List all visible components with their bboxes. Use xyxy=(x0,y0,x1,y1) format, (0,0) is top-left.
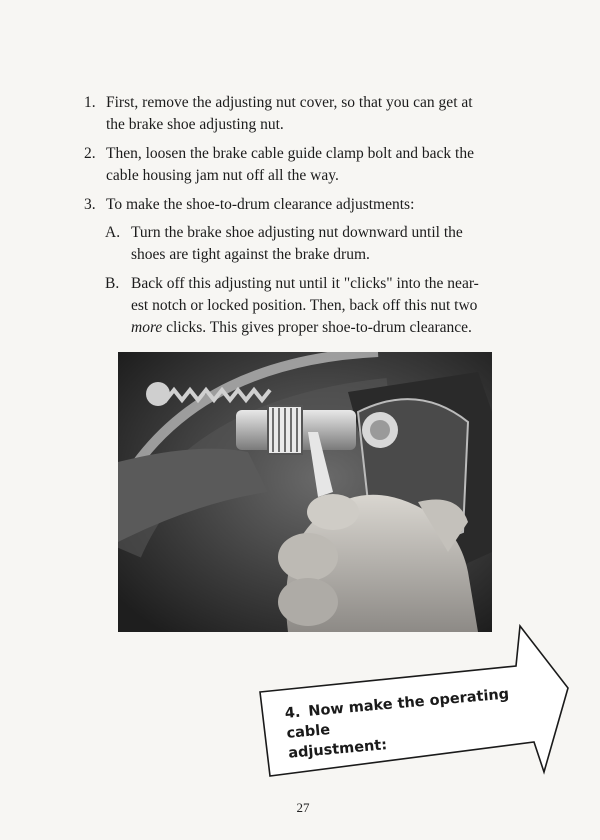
substep-line: Turn the brake shoe adjusting nut downward until the xyxy=(131,224,463,241)
step-line: Then, loosen the brake cable guide clamp bolt and back the xyxy=(106,145,474,162)
step-text xyxy=(106,194,414,216)
callout-arrow xyxy=(258,622,570,782)
substep-line: Back off this adjusting nut until it "clicks" into the near- xyxy=(131,275,479,292)
step-line: To make the shoe-to-drum clearance adjustments: xyxy=(106,196,415,213)
emphasis-more: more xyxy=(131,319,163,336)
step-number: 1. xyxy=(84,94,96,111)
substep-letter: A. xyxy=(105,224,121,241)
substep-line xyxy=(131,317,479,339)
substep-text xyxy=(131,222,463,266)
substep-line: est notch or locked position. Then, back off this nut two xyxy=(131,297,478,314)
substep-text xyxy=(131,273,479,339)
photo-illustration xyxy=(118,352,492,632)
step-text xyxy=(106,92,473,136)
substep-a xyxy=(105,222,535,268)
callout-line-1-text: Now make the operating cable xyxy=(285,686,510,742)
step-line: cable housing jam nut off all the way. xyxy=(106,167,339,184)
step-number: 2. xyxy=(84,145,96,162)
step-number: 3. xyxy=(84,196,96,213)
brake-adjustment-photo xyxy=(118,352,492,632)
step-line: First, remove the adjusting nut cover, so that you can get at xyxy=(106,94,473,111)
substep-b xyxy=(105,273,535,343)
page-number: 27 xyxy=(296,800,310,815)
step-text xyxy=(106,143,474,187)
step-1 xyxy=(84,92,534,138)
callout-line-2: adjustment: xyxy=(287,737,388,762)
step-3 xyxy=(84,194,534,218)
substep-letter: B. xyxy=(105,275,120,292)
callout-number: 4. xyxy=(284,704,302,722)
substep-line-rest: clicks. This gives proper shoe-to-drum clearance. xyxy=(162,319,472,336)
step-2 xyxy=(84,143,534,189)
substep-line: shoes are tight against the brake drum. xyxy=(131,246,370,263)
step-line: the brake shoe adjusting nut. xyxy=(106,116,284,133)
